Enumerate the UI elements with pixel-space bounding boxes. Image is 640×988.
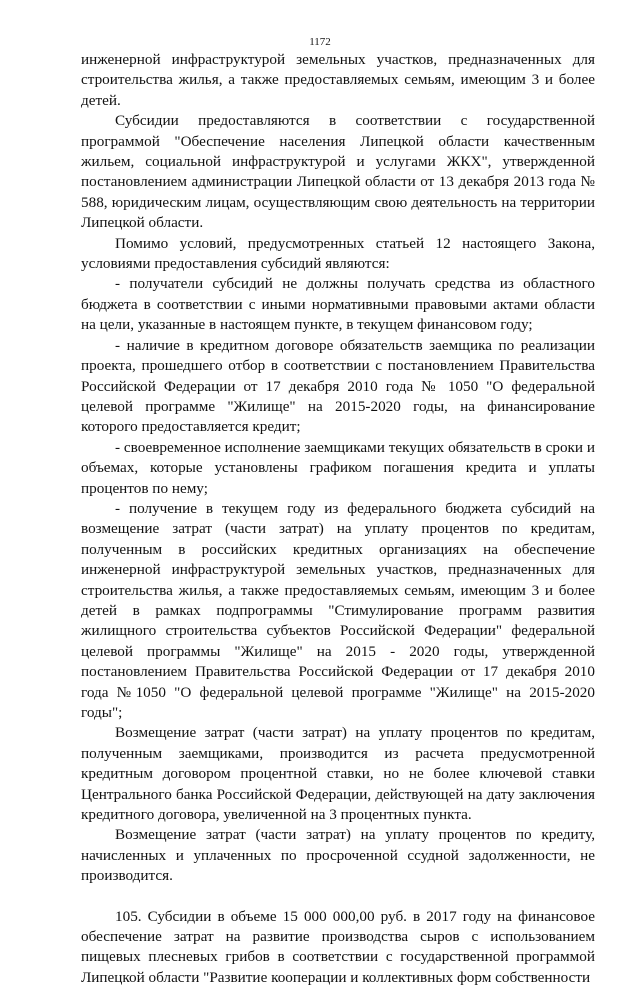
paragraph-conditions-intro: Помимо условий, предусмотренных статьей 12 настоящего Закона, условиями предоставления субсидий являются: <box>81 234 595 273</box>
paragraph-item-105: 105. Субсидии в объеме 15 000 000,00 руб. в 2017 году на финансовое обеспечение затрат на развитие производства сыров с использованием пищевых плесневых грибов в соответствии с государственной программой Липецкой области "Развитие кооперации и коллективных форм собственности <box>81 907 595 986</box>
paragraph-overdue-exclusion: Возмещение затрат (части затрат) на уплату процентов по кредиту, начисленных и уплаченных по просроченной ссудной задолженности, не производится. <box>81 826 595 885</box>
condition-item-1: - получатели субсидий не должны получать средства из областного бюджета в соответствии с иными нормативными правовыми актами области на цели, указанные в настоящем пункте, в текущем финансовом году; <box>81 275 595 334</box>
condition-item-2: - наличие в кредитном договоре обязательств заемщика по реализации проекта, прошедшего отбор в соответствии с постановлением Правительства Российской Федерации от 17 декабря 2010 года № 1050 "О федеральной целевой программе "Жилище" на 2015-2020 годы, на финансирование которого предоставляется кредит; <box>81 336 595 436</box>
condition-item-4: - получение в текущем году из федерального бюджета субсидий на возмещение затрат (части затрат) на уплату процентов по кредитам, полученным в российских кредитных организациях на обеспечение инженерной инфраструктурой земельных участков, предназначенных для строительства жилья, а также предоставляемых семьям, имеющим 3 и более детей в рамках подпрограммы "Стимулирование программ развития жилищного строительства субъектов Российской Федерации" федеральной целевой программы "Жилище" на 2015 - 2020 годы, утвержденной постановлением Правительства Российской Федерации от 17 декабря 2010 года №1050 "О федеральной целевой программе "Жилище" на 2015-2020 годы"; <box>81 499 595 721</box>
section-gap <box>81 887 595 907</box>
paragraph-continuation: инженерной инфраструктурой земельных участков, предназначенных для строительства жилья, а также предоставляемых семьям, имеющим 3 и более детей. <box>81 51 595 109</box>
paragraph-reimbursement-rate: Возмещение затрат (части затрат) на уплату процентов по кредитам, полученным заемщиками, производится из расчета предусмотренной кредитным договором процентной ставки, но не более ключевой ставки Центрального банка Российской Федерации, действующей на дату заключения кредитного договора, увеличенной на 3 процентных пункта. <box>81 724 595 824</box>
document-body <box>81 50 595 988</box>
condition-item-3: - своевременное исполнение заемщиками текущих обязательств в сроки и объемах, которые установлены графиком погашения кредита и уплаты процентов по нему; <box>81 438 595 497</box>
paragraph-subsidies-basis: Субсидии предоставляются в соответствии с государственной программой "Обеспечение населения Липецкой области качественным жильем, социальной инфраструктурой и услугами ЖКХ", утвержденной постановлением администрации Липецкой области от 13 декабря 2013 года № 588, юридическим лицам, осуществляющим свою деятельность на территории Липецкой области. <box>81 112 595 232</box>
page-number: 1172 <box>309 36 331 48</box>
